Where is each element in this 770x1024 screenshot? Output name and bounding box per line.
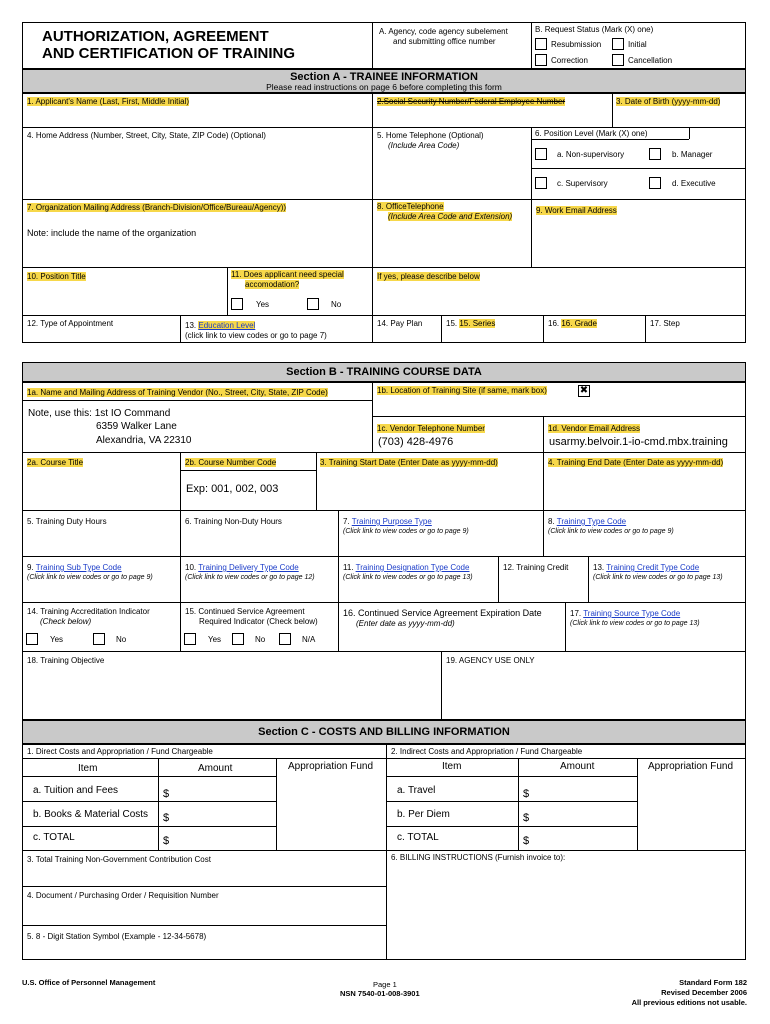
indirect-costs-label: 2. Indirect Costs and Appropriation / Fund Chargeable <box>391 747 583 756</box>
accommodation-no-label: No <box>331 300 342 309</box>
direct-total-row-label: c. TOTAL <box>33 832 75 843</box>
office-phone-label: 8. OfficeTelephone <box>377 202 444 211</box>
delivery-type-label: 10. Training Delivery Type Code <box>185 563 299 572</box>
site-same-checkbox[interactable]: ✖ <box>579 385 589 396</box>
per-diem-amount-field[interactable]: $ <box>523 812 530 824</box>
manager-label: b. Manager <box>672 150 713 159</box>
section-a-header <box>22 69 746 93</box>
agency-use-label: 19. AGENCY USE ONLY <box>446 656 535 665</box>
status-initial-checkbox[interactable] <box>612 38 624 50</box>
footer-form-number: Standard Form 182 <box>679 978 747 987</box>
home-phone-sublabel: (Include Area Code) <box>388 141 460 150</box>
divider <box>372 22 373 69</box>
position-title-label: 10. Position Title <box>27 272 86 281</box>
ssn-field[interactable] <box>373 108 611 126</box>
course-title-label: 2a. Course Title <box>27 458 84 467</box>
travel-row-label: a. Travel <box>397 785 436 796</box>
travel-amount-field[interactable]: $ <box>523 788 530 800</box>
nonsupervisory-checkbox[interactable] <box>535 148 547 160</box>
status-correction-checkbox[interactable] <box>535 54 547 66</box>
sub-type-hint: (Click link to view codes or go to page 9) <box>27 574 153 581</box>
agency-label-2: and submitting office number <box>393 37 496 46</box>
direct-costs-label: 1. Direct Costs and Appropriation / Fund Chargeable <box>27 747 213 756</box>
course-number-label: 2b. Course Number Code <box>185 458 277 467</box>
csa-expiration-label: 16. Continued Service Agreement Expiration Date <box>343 608 542 618</box>
accommodation-no-checkbox[interactable] <box>307 298 319 310</box>
sub-type-label: 9. Training Sub Type Code <box>27 563 122 572</box>
type-code-label: 8. Training Type Code <box>548 517 627 526</box>
section-a-title: Section A - TRAINEE INFORMATION <box>290 71 478 83</box>
executive-label: d. Executive <box>672 179 716 188</box>
ssn-label: 2.Social Security Number/Federal Employee Number <box>377 97 566 106</box>
type-code-hint: (Click link to view codes or go to page 9) <box>548 528 674 535</box>
sub-type-link[interactable]: Training Sub Type Code <box>35 563 122 572</box>
indirect-item-header: Item <box>442 761 462 772</box>
footer-page: Page 1 <box>373 980 397 989</box>
designation-type-link[interactable]: Training Designation Type Code <box>355 563 470 572</box>
direct-amount-header: Amount <box>198 763 233 774</box>
delivery-type-hint: (Click link to view codes or go to page 12) <box>185 574 315 581</box>
credit-type-label: 13. Training Credit Type Code <box>593 563 700 572</box>
section-b-title: Section B - TRAINING COURSE DATA <box>286 366 482 378</box>
status-cancellation-label: Cancellation <box>628 56 673 65</box>
training-credit-label: 12. Training Credit <box>503 563 569 572</box>
status-cancellation-checkbox[interactable] <box>612 54 624 66</box>
document-number-label: 4. Document / Purchasing Order / Requisition Number <box>27 891 219 900</box>
non-duty-hours-label: 6. Training Non-Duty Hours <box>185 517 282 526</box>
dob-field[interactable] <box>613 108 745 126</box>
designation-type-hint: (Click link to view codes or go to page 13) <box>343 574 473 581</box>
duty-hours-label: 5. Training Duty Hours <box>27 517 107 526</box>
training-objective-label: 18. Training Objective <box>27 656 105 665</box>
course-number-field[interactable]: Exp: 001, 002, 003 <box>186 483 279 495</box>
nonsupervisory-label: a. Non-supervisory <box>557 150 625 159</box>
education-level-label: 13. Education Level <box>185 321 256 330</box>
vendor-note: Note, use this: 1st IO Command <box>28 408 171 419</box>
vendor-email-field[interactable]: usarmy.belvoir.1-io-cmd.mbx.training <box>549 436 728 448</box>
home-address-label: 4. Home Address (Number, Street, City, State, ZIP Code) (Optional) <box>27 131 266 140</box>
education-level-hint: (click link to view codes or go to page 7) <box>185 331 327 340</box>
source-type-link[interactable]: Training Source Type Code <box>583 609 681 618</box>
designation-type-label: 11. Training Designation Type Code <box>343 563 470 572</box>
credit-type-link[interactable]: Training Credit Type Code <box>606 563 700 572</box>
office-phone-sublabel: (Include Area Code and Extension) <box>388 212 513 221</box>
request-status-label: B. Request Status (Mark (X) one) <box>535 25 654 34</box>
direct-total-amount-field[interactable]: $ <box>163 835 170 847</box>
accommodation-describe-label: If yes, please describe below <box>377 272 480 281</box>
vendor-phone-label: 1c. Vendor Telephone Number <box>377 424 485 433</box>
csa-na-checkbox[interactable] <box>279 633 291 645</box>
type-code-link[interactable]: Training Type Code <box>556 517 627 526</box>
section-a-subtitle: Please read instructions on page 6 before completing this form <box>266 82 502 92</box>
section-c-header <box>22 720 746 744</box>
status-resubmission-checkbox[interactable] <box>535 38 547 50</box>
org-address-note: Note: include the name of the organization <box>27 228 197 238</box>
form-title-line1: AUTHORIZATION, AGREEMENT <box>42 28 269 45</box>
billing-instructions-label: 6. BILLING INSTRUCTIONS (Furnish invoice to): <box>391 853 566 862</box>
status-correction-label: Correction <box>551 56 588 65</box>
delivery-type-link[interactable]: Training Delivery Type Code <box>198 563 299 572</box>
series-label: 15. 15. Series <box>446 319 496 328</box>
step-label: 17. Step <box>650 319 680 328</box>
csa-na-label: N/A <box>302 635 316 644</box>
csa-no-checkbox[interactable] <box>232 633 244 645</box>
education-level-link[interactable]: Education Level <box>198 321 256 330</box>
footer-editions: All previous editions not usable. <box>631 998 747 1007</box>
accreditation-yes-checkbox[interactable] <box>26 633 38 645</box>
vendor-street: 6359 Walker Lane <box>96 421 177 432</box>
accommodation-label-2: accomodation? <box>245 280 300 289</box>
pay-plan-label: 14. Pay Plan <box>377 319 423 328</box>
status-resubmission-label: Resubmission <box>551 40 602 49</box>
footer-agency: U.S. Office of Personnel Management <box>22 978 156 987</box>
accreditation-yes-label: Yes <box>50 635 64 644</box>
divider <box>531 22 532 69</box>
accreditation-sublabel: (Check below) <box>40 617 92 626</box>
indirect-amount-header: Amount <box>560 761 595 772</box>
footer-nsn: NSN 7540-01-008-3901 <box>340 989 420 998</box>
purpose-type-hint: (Click link to view codes or go to page 9) <box>343 528 469 535</box>
csa-label: 15. Continued Service Agreement <box>185 607 305 616</box>
form-title-line2: AND CERTIFICATION OF TRAINING <box>42 45 296 62</box>
csa-yes-label: Yes <box>208 635 222 644</box>
manager-checkbox[interactable] <box>649 148 661 160</box>
supervisory-checkbox[interactable] <box>535 177 547 189</box>
csa-expiration-sublabel: (Enter date as yyyy-mm-dd) <box>356 619 455 628</box>
csa-no-label: No <box>255 635 266 644</box>
applicant-name-label: 1. Applicant's Name (Last, First, Middle Initial) <box>27 97 190 106</box>
station-symbol-label: 5. 8 - Digit Station Symbol (Example - 12-34-5678) <box>27 932 207 941</box>
section-c-title: Section C - COSTS AND BILLING INFORMATION <box>258 726 510 738</box>
csa-sublabel: Required Indicator (Check below) <box>199 617 318 626</box>
start-date-label: 3. Training Start Date (Enter Date as yyyy-mm-dd) <box>320 458 498 467</box>
accommodation-label: 11. Does applicant need special <box>231 270 344 279</box>
indirect-total-row-label: c. TOTAL <box>397 832 439 843</box>
accommodation-yes-label: Yes <box>256 300 270 309</box>
work-email-label: 9. Work Email Address <box>536 206 617 215</box>
purpose-type-link[interactable]: Training Purpose Type <box>351 517 432 526</box>
indirect-fund-header: Appropriation Fund <box>648 761 734 772</box>
source-type-label: 17. Training Source Type Code <box>570 609 681 618</box>
accreditation-label: 14. Training Accreditation Indicator <box>27 607 150 616</box>
tuition-row-label: a. Tuition and Fees <box>33 785 119 796</box>
tuition-amount-field[interactable]: $ <box>163 788 170 800</box>
non-gov-cost-label: 3. Total Training Non-Government Contribution Cost <box>27 855 211 864</box>
supervisory-label: c. Supervisory <box>557 179 608 188</box>
vendor-name-label: 1a. Name and Mailing Address of Training Vendor (No., Street, City, State, ZIP Code) <box>27 388 328 397</box>
indirect-total-amount-field[interactable]: $ <box>523 835 530 847</box>
purpose-type-label: 7. Training Purpose Type <box>343 517 432 526</box>
dob-label: 3. Date of Birth (yyyy-mm-dd) <box>616 97 721 106</box>
section-b-header <box>22 362 746 382</box>
home-phone-label: 5. Home Telephone (Optional) <box>377 131 484 140</box>
direct-item-header: Item <box>78 763 98 774</box>
org-address-label: 7. Organization Mailing Address (Branch-Division/Office/Bureau/Agency)) <box>27 203 287 212</box>
grade-label: 16. 16. Grade <box>548 319 597 328</box>
csa-yes-checkbox[interactable] <box>184 633 196 645</box>
vendor-city: Alexandria, VA 22310 <box>96 435 192 446</box>
books-row-label: b. Books & Material Costs <box>33 809 149 820</box>
vendor-phone-field[interactable]: (703) 428-4976 <box>378 436 454 448</box>
accreditation-no-checkbox[interactable] <box>93 633 105 645</box>
direct-fund-header: Appropriation Fund <box>288 761 374 772</box>
appointment-type-label: 12. Type of Appointment <box>27 319 114 328</box>
accreditation-no-label: No <box>116 635 127 644</box>
accommodation-yes-checkbox[interactable] <box>231 298 243 310</box>
source-type-hint: (Click link to view codes or go to page 13) <box>570 620 700 627</box>
position-level-label: 6. Position Level (Mark (X) one) <box>535 129 648 138</box>
credit-type-hint: (Click link to view codes or go to page 13) <box>593 574 723 581</box>
books-amount-field[interactable]: $ <box>163 812 170 824</box>
vendor-email-label: 1d. Vendor Email Address <box>548 424 641 433</box>
per-diem-row-label: b. Per Diem <box>397 809 450 820</box>
applicant-name-field[interactable] <box>23 108 371 126</box>
executive-checkbox[interactable] <box>649 177 661 189</box>
end-date-label: 4. Training End Date (Enter Date as yyyy-mm-dd) <box>548 458 724 467</box>
agency-label: A. Agency, code agency subelement <box>379 27 508 36</box>
footer-revised: Revised December 2006 <box>661 988 747 997</box>
site-location-label: 1b. Location of Training Site (if same, mark box) <box>377 386 547 395</box>
status-initial-label: Initial <box>628 40 647 49</box>
